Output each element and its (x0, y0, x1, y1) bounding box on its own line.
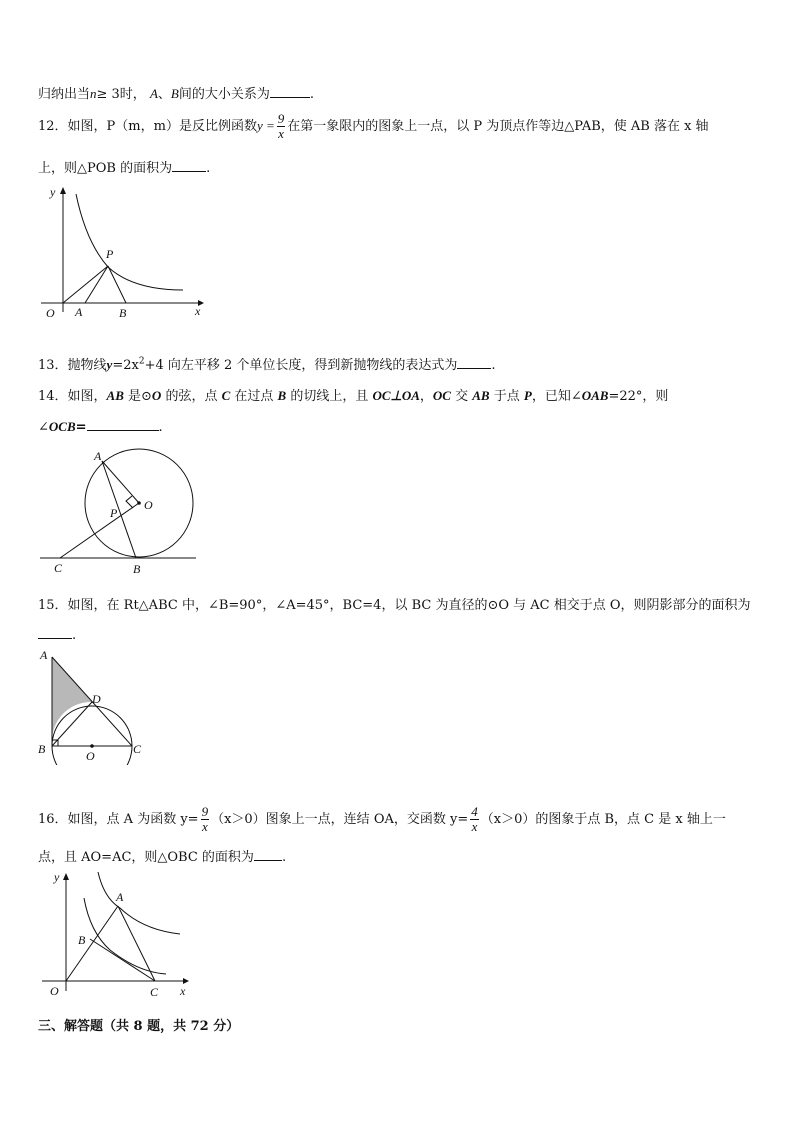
q14-text: 在过点 (230, 389, 278, 404)
q13-text: +4 向左平移 2 个单位长度，得到新抛物线的表达式为 (144, 358, 458, 373)
text: . (72, 628, 77, 643)
q14-text: ， (419, 389, 433, 404)
numerator: 9 (277, 111, 285, 126)
answer-blank (172, 159, 206, 172)
q15-text: 15．如图，在 Rt△ABC 中，∠B=90°，∠A=45°，BC=4，以 BC 为直径的⊙O 与 AC 相交于点 O，则阴影部分的面积为 (38, 598, 751, 613)
var: C (221, 388, 231, 403)
q12-figure (38, 182, 208, 322)
answer-blank (87, 418, 159, 431)
var: OCB (48, 419, 76, 434)
text: . (491, 358, 496, 373)
segment-pa (85, 266, 108, 303)
label-o: O (86, 749, 95, 763)
segment-oc (60, 503, 139, 558)
text: 间的大小关系为 (178, 87, 270, 102)
q16-text: 点，且 AO=AC，则△OBC 的面积为 (38, 850, 254, 865)
denominator: x (278, 126, 284, 141)
label-c: C (54, 561, 63, 575)
q16-figure (38, 868, 198, 1002)
q13-text: 13．抛物线 (38, 358, 107, 373)
var-a: A (149, 86, 158, 101)
curve-y-9-over-x (98, 872, 180, 934)
section-title: 三、解答题（共 8 题，共 72 分） (38, 1019, 240, 1034)
shaded-region (52, 657, 92, 743)
q16-text: 16．如图，点 A 为函数 y= (38, 812, 199, 827)
right-angle-mark (126, 496, 133, 508)
q14-text: =22°，则 (608, 389, 669, 404)
q14-figure (38, 445, 198, 580)
q12-line2 (38, 157, 210, 176)
q15-figure (36, 645, 148, 765)
segment-oa (66, 906, 118, 981)
q13-y: y (106, 357, 113, 372)
var: OC (432, 388, 451, 403)
var: OAB (581, 388, 609, 403)
label-y: y (50, 185, 56, 199)
q14-text: ∠ (38, 420, 49, 435)
var: B (277, 388, 287, 403)
numerator: 4 (471, 804, 478, 819)
q14-text: 是⊙ (123, 389, 152, 404)
q13-exponent: 2 (138, 356, 145, 367)
label-c: C (150, 985, 159, 999)
label-x: x (195, 304, 201, 318)
q16-line1 (38, 805, 726, 834)
q12-line1 (38, 112, 709, 141)
segment-bc (90, 939, 155, 981)
text: ≥ 3时， (96, 87, 146, 102)
text: . (309, 87, 315, 102)
y-axis-arrow (63, 873, 69, 880)
var: OC⊥OA (372, 388, 420, 403)
label-b: B (38, 742, 46, 756)
text: 归纳出当 (38, 87, 91, 102)
label-x: x (180, 984, 186, 998)
center-dot (137, 501, 141, 505)
curve-y-4-over-x (84, 898, 166, 974)
label-c: C (133, 742, 142, 756)
label-b: B (119, 306, 127, 320)
label-y: y (54, 870, 60, 884)
q15-line1 (38, 594, 751, 613)
label-d: D (92, 692, 101, 706)
answer-blank (457, 356, 491, 369)
q16-fraction-2 (470, 805, 479, 834)
label-o: O (50, 984, 59, 998)
label-b: B (133, 562, 141, 576)
numerator: 9 (201, 804, 209, 819)
q16-line2 (38, 846, 286, 865)
denominator: x (201, 819, 208, 834)
q14-text: ，已知∠ (531, 389, 582, 404)
label-o: O (144, 498, 153, 512)
q12-y-eq: y = (256, 118, 275, 133)
var: AB (106, 388, 124, 403)
label-p: P (110, 506, 118, 520)
q13-text: =2x (112, 358, 139, 373)
answer-blank (38, 626, 72, 639)
hyperbola-curve (76, 194, 183, 290)
label-p: P (106, 247, 114, 261)
q14-text: 交 (450, 389, 473, 404)
segment-ac (118, 906, 155, 981)
var-b: B (170, 86, 179, 101)
label-a: A (94, 449, 102, 463)
q15-line2 (38, 626, 76, 643)
q16-text: （x＞0）图象上一点，连结 OA，交函数 y= (211, 812, 469, 827)
q14-text: 14．如图， (38, 389, 107, 404)
segment-op (63, 266, 108, 303)
q14-text: 的切线上，且 (286, 389, 373, 404)
q16-text: （x＞0）的图象于点 B，点 C 是 x 轴上一 (480, 812, 726, 827)
q12-text: 12．如图，P（m，m）是反比例函数 (38, 119, 257, 134)
text: . (206, 161, 211, 176)
var: P (523, 388, 532, 403)
label-b: B (78, 933, 86, 947)
var: AB (472, 388, 490, 403)
q14-line1 (38, 385, 668, 404)
q14-text: = (75, 420, 87, 435)
answer-blank (254, 848, 282, 861)
previous-question-tail (38, 83, 314, 102)
label-o: O (46, 306, 55, 320)
q13-line (38, 354, 496, 373)
center-dot (90, 744, 94, 748)
y-axis-arrow (60, 187, 66, 194)
var: O (151, 388, 162, 403)
label-a: A (75, 305, 83, 319)
section-3-heading (38, 1015, 239, 1034)
q12-fraction (277, 112, 286, 141)
q16-fraction-1 (201, 805, 210, 834)
label-a: A (116, 890, 124, 904)
q14-line2 (38, 418, 163, 435)
segment-oa (102, 461, 139, 503)
answer-blank (270, 85, 310, 98)
denominator: x (471, 819, 478, 834)
q14-text: 于点 (489, 389, 524, 404)
label-a: A (40, 648, 48, 662)
text: . (158, 420, 163, 435)
q12-text: 在第一象限内的图象上一点，以 P 为顶点作等边△PAB，使 AB 落在 x 轴 (287, 119, 709, 134)
chord-ab (102, 461, 136, 558)
text: . (281, 850, 287, 865)
text: 、 (157, 87, 171, 102)
var-n: n (90, 86, 97, 101)
q14-text: 的弦，点 (161, 389, 222, 404)
segment-pb (108, 266, 126, 303)
q12-text: 上，则△POB 的面积为 (38, 161, 173, 176)
